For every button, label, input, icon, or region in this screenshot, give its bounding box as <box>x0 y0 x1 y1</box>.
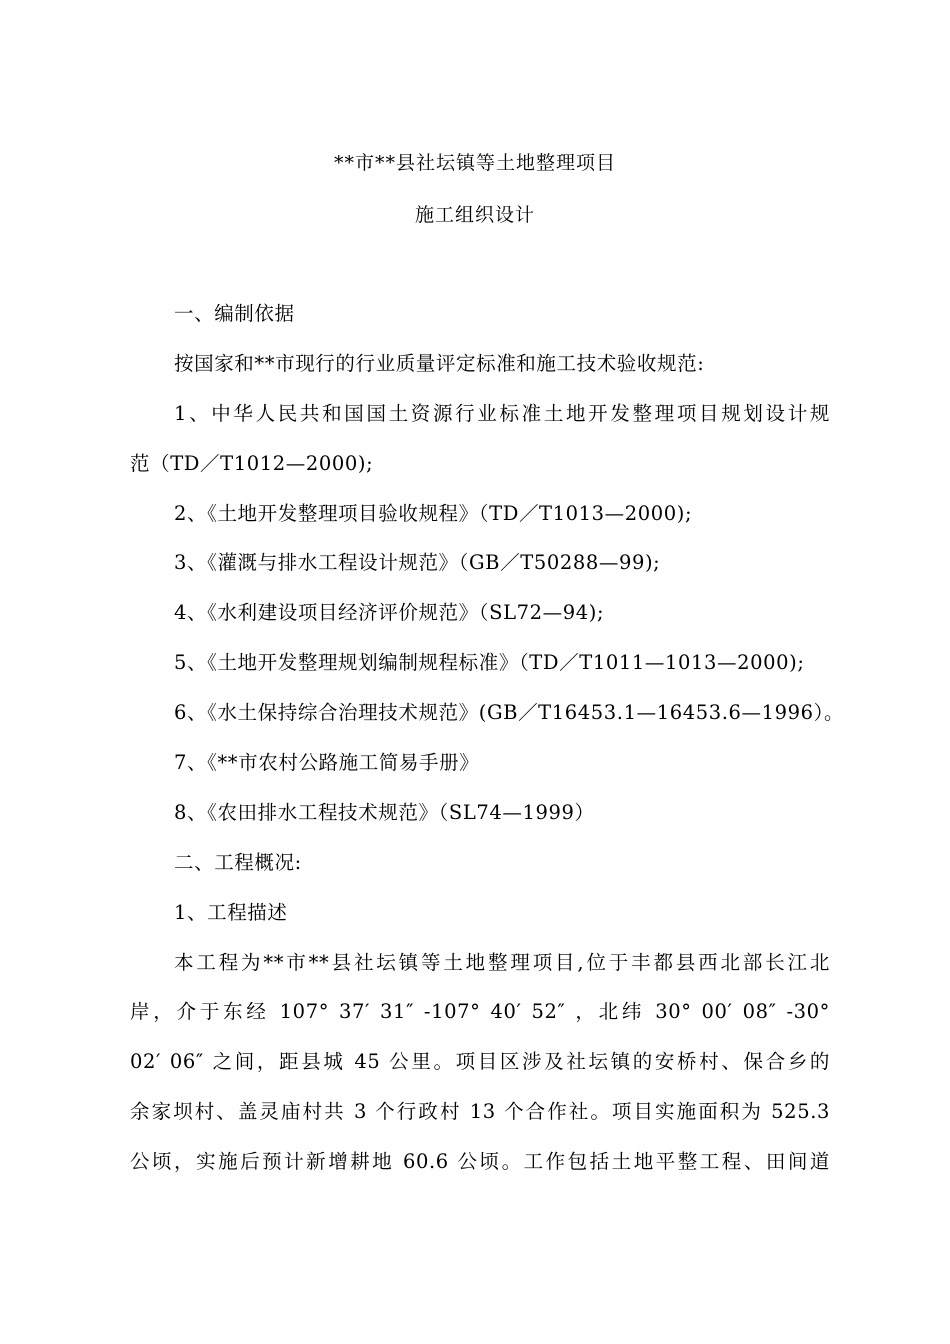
basis-item-3: 3、《灌溉与排水工程设计规范》（GB／T50288—99); <box>174 551 661 574</box>
basis-item-7: 7、《**市农村公路施工简易手册》 <box>174 751 480 774</box>
basis-item-6: 6、《水土保持综合治理技术规范》(GB／T16453.1—16453.6—1996）。 <box>174 701 845 724</box>
description-line-2: 岸，介于东经 107° 37′ 31″ -107° 40′ 52″ ，北纬 30° 00′ 08″ -30° <box>130 1000 830 1023</box>
section-heading-basis: 一、编制依据 <box>174 302 295 325</box>
basis-item-8: 8、《农田排水工程技术规范》（SL74—1999） <box>174 801 595 824</box>
description-line-4: 余家坝村、盖灵庙村共 3 个行政村 13 个合作社。项目实施面积为 525.3 <box>130 1100 830 1123</box>
basis-intro: 按国家和**市现行的行业质量评定标准和施工技术验收规范: <box>174 352 705 375</box>
subsection-heading-description: 1、工程描述 <box>174 901 288 924</box>
document-subtitle: 施工组织设计 <box>414 204 535 226</box>
basis-item-1-continued: 范（TD／T1012—2000); <box>130 452 374 475</box>
basis-item-1: 1、中华人民共和国国土资源行业标准土地开发整理项目规划设计规 <box>174 402 830 425</box>
section-heading-overview: 二、工程概况: <box>174 851 302 874</box>
document-title: **市**县社坛镇等土地整理项目 <box>333 152 616 174</box>
description-line-3: 02′ 06″ 之间，距县城 45 公里。项目区涉及社坛镇的安桥村、保合乡的 <box>130 1050 830 1073</box>
description-line-5: 公顷，实施后预计新增耕地 60.6 公顷。工作包括土地平整工程、田间道 <box>130 1150 830 1173</box>
basis-item-4: 4、《水利建设项目经济评价规范》（SL72—94); <box>174 601 605 624</box>
basis-item-5: 5、《土地开发整理规划编制规程标准》（TD／T1011—1013—2000); <box>174 651 805 674</box>
basis-item-2: 2、《土地开发整理项目验收规程》（TD／T1013—2000); <box>174 502 693 525</box>
description-line-1: 本工程为**市**县社坛镇等土地整理项目,位于丰都县西北部长江北 <box>174 951 830 974</box>
